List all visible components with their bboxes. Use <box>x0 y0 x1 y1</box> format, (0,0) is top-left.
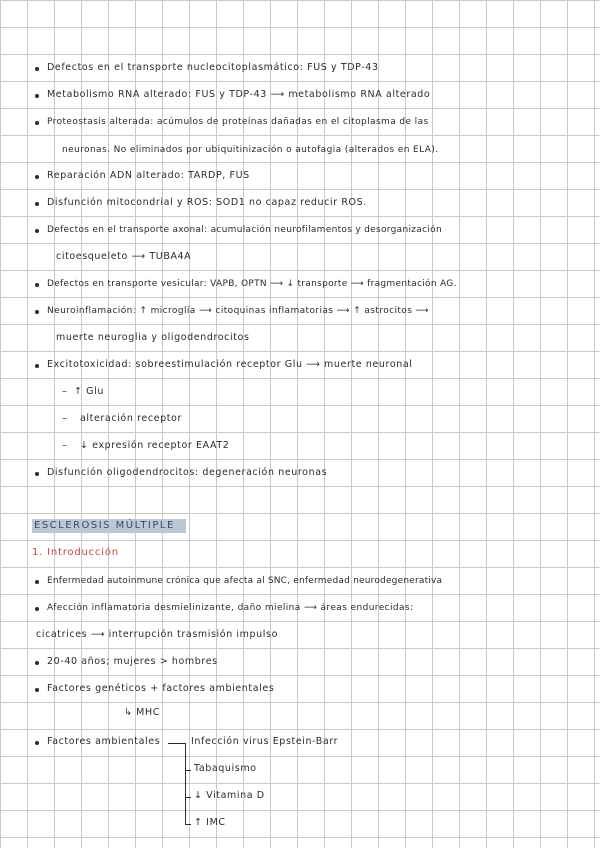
section-subtitle: 1. Introducción <box>32 547 119 558</box>
note-line: cicatrices ⟶ interrupción trasmisión impulso <box>36 629 278 640</box>
bullet <box>35 202 39 206</box>
bullet <box>35 94 39 98</box>
note-line: Excitotoxicidad: sobreestimulación receptor Glu ⟶ muerte neuronal <box>47 359 413 370</box>
note-line: ↑ IMC <box>194 817 226 828</box>
bullet <box>35 688 39 692</box>
note-line: Proteostasis alterada: acúmulos de proteínas dañadas en el citoplasma de las <box>47 117 429 127</box>
bullet <box>35 364 39 368</box>
dash: – <box>62 386 67 397</box>
note-line: Reparación ADN alterado: TARDP, FUS <box>47 170 250 181</box>
bullet <box>35 175 39 179</box>
bracket-line <box>185 743 186 825</box>
note-line: Defectos en transporte vesicular: VAPB, OPTN ⟶ ↓ transporte ⟶ fragmentación AG. <box>47 279 457 289</box>
bullet <box>35 580 39 584</box>
note-line: Factores genéticos + factores ambientales <box>47 683 275 694</box>
bullet <box>35 121 39 125</box>
note-line: Disfunción oligodendrocitos: degeneración neuronas <box>47 467 328 478</box>
note-line: alteración receptor <box>80 413 182 424</box>
dash: – <box>62 440 67 451</box>
note-line: citoesqueleto ⟶ TUBA4A <box>56 251 192 262</box>
note-line: Neuroinflamación: ↑ microglía ⟶ citoquinas inflamatorias ⟶ ↑ astrocitos ⟶ <box>47 306 429 316</box>
bullet <box>35 472 39 476</box>
bracket-line <box>185 824 191 825</box>
note-line: Afección inflamatoria desmielinizante, daño mielina ⟶ áreas endurecidas: <box>47 603 414 613</box>
note-line: Tabaquismo <box>194 763 257 774</box>
note-line: 20-40 años; mujeres > hombres <box>47 656 218 667</box>
bracket-line <box>185 797 191 798</box>
note-line: Factores ambientales <box>47 736 161 747</box>
note-line: Metabolismo RNA alterado: FUS y TDP-43 ⟶ metabolismo RNA alterado <box>47 89 431 100</box>
note-line: ↑ Glu <box>74 386 105 397</box>
bullet <box>35 607 39 611</box>
bullet <box>35 310 39 314</box>
bullet <box>35 67 39 71</box>
note-line: Enfermedad autoinmune crónica que afecta al SNC, enfermedad neurodegenerativa <box>47 576 443 586</box>
note-line: Defectos en el transporte nucleocitoplasmático: FUS y TDP-43 <box>47 62 379 73</box>
bullet <box>35 661 39 665</box>
bullet <box>35 741 39 745</box>
note-line: ↓ expresión receptor EAAT2 <box>80 440 230 451</box>
bracket-line <box>185 770 191 771</box>
dash: – <box>62 413 67 424</box>
note-line: Infección virus Epstein-Barr <box>191 736 339 747</box>
section-title: ESCLEROSIS MÚLTIPLE <box>34 520 175 531</box>
note-line: Disfunción mitocondrial y ROS: SOD1 no capaz reducir ROS. <box>47 197 367 208</box>
note-line: ↳ MHC <box>124 707 160 718</box>
note-line: ↓ Vitamina D <box>194 790 265 801</box>
bullet <box>35 229 39 233</box>
note-line: neuronas. No eliminados por ubiquitinización o autofagia (alterados en ELA). <box>62 145 439 155</box>
note-line: Defectos en el transporte axonal: acumulación neurofilamentos y desorganización <box>47 225 442 235</box>
bullet <box>35 283 39 287</box>
bracket-line <box>168 743 186 744</box>
note-line: muerte neuroglia y oligodendrocitos <box>56 332 250 343</box>
